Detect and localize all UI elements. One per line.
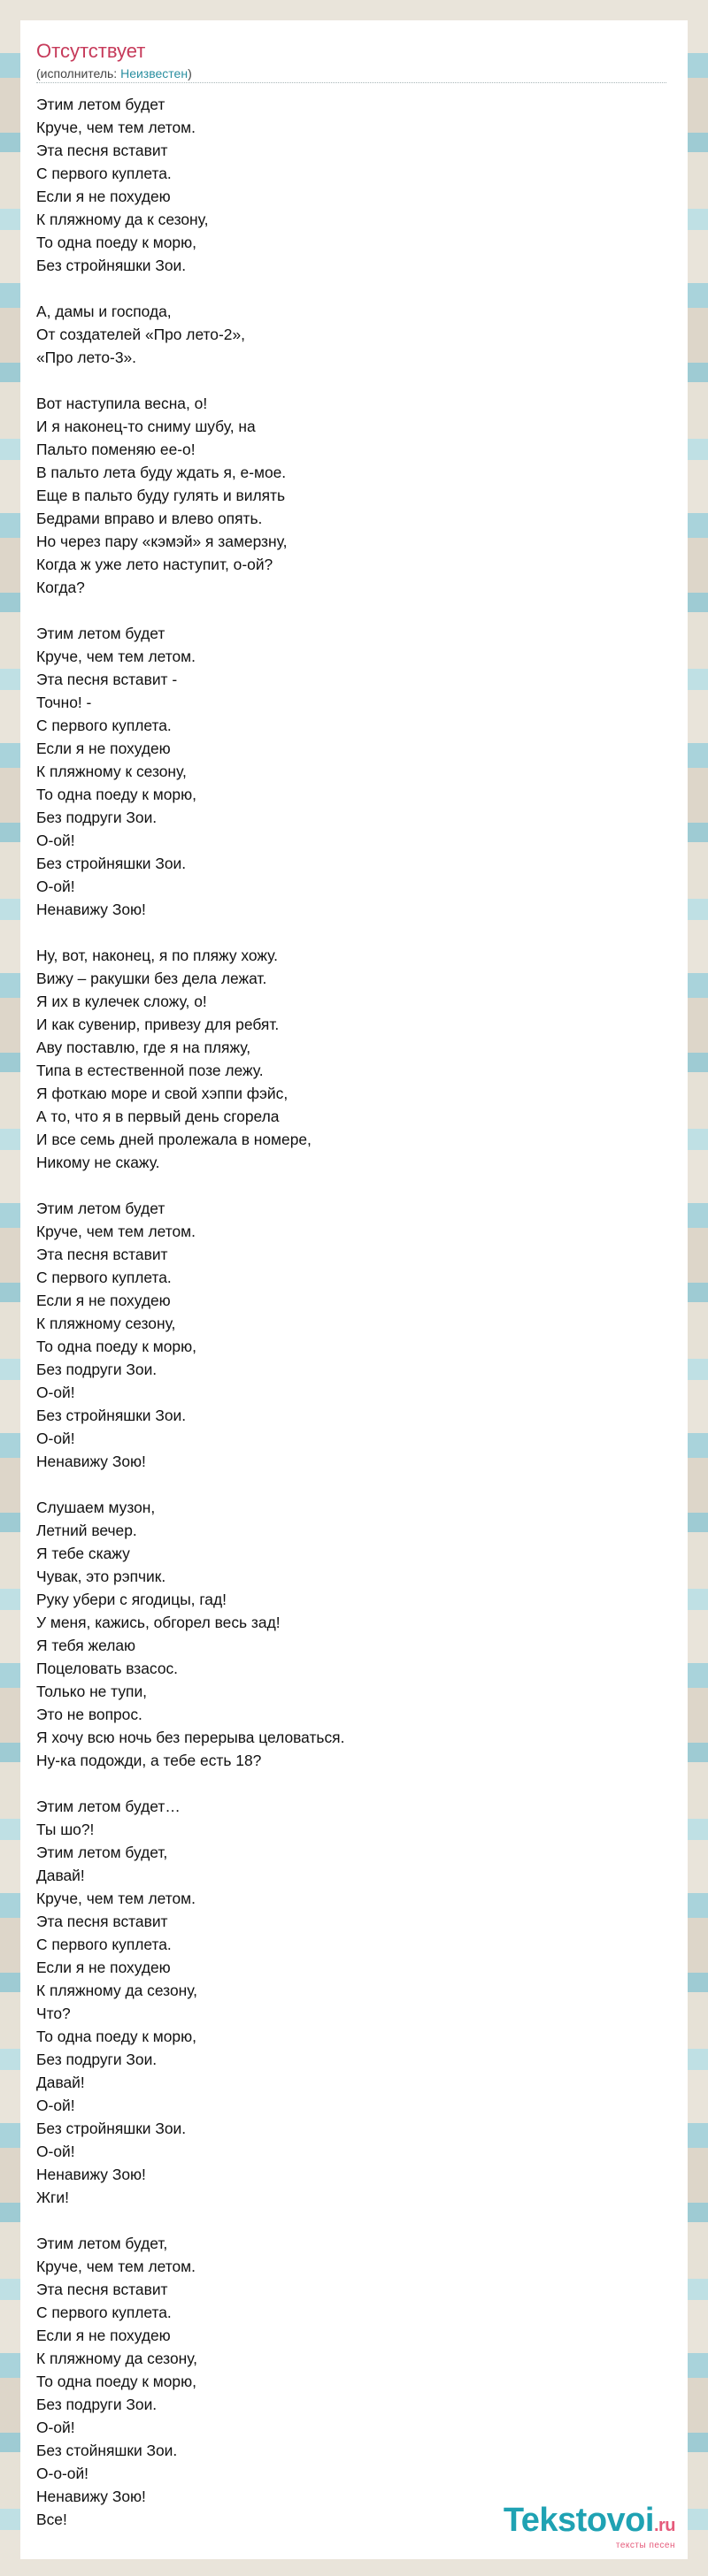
lyric-line: Давай! [36,2074,85,2091]
lyric-line: Без стройняшки Зои. [36,2120,187,2137]
lyric-line: С первого куплета. [36,2304,172,2321]
lyric-line: Эта песня вставит [36,2281,168,2298]
lyric-line: Этим летом будет… [36,1798,181,1815]
lyric-line: «Про лето-3». [36,349,136,366]
lyric-line: То одна поеду к морю, [36,234,196,251]
lyric-line: Аву поставлю, где я на пляжу, [36,1039,251,1056]
lyric-blank-line [36,1772,666,1795]
artist-prefix: (исполнитель: [36,66,121,80]
lyric-line: Типа в естественной позе лежу. [36,1062,264,1079]
lyric-line: Это не вопрос. [36,1706,142,1723]
lyric-line: Эта песня вставит - [36,671,178,688]
lyric-line: О-ой! [36,2419,75,2436]
lyric-line: Ненавижу Зою! [36,1453,146,1470]
lyric-line: Ненавижу Зою! [36,2488,146,2505]
lyric-line: И я наконец-то сниму шубу, на [36,418,256,435]
song-title: Отсутствует [36,40,146,62]
lyric-blank-line [36,2209,666,2232]
lyric-line: Я фоткаю море и свой хэппи фэйс, [36,1085,289,1102]
lyric-line: Я их в кулечек сложу, о! [36,993,207,1010]
lyric-blank-line [36,921,666,944]
lyric-line: Ты шо?! [36,1821,95,1838]
lyric-line: Эта песня вставит [36,1246,168,1263]
lyric-line: Когда ж уже лето наступит, о-ой? [36,556,273,573]
lyric-line: И все семь дней пролежала в номере, [36,1131,312,1148]
lyric-line: Если я не похудею [36,740,171,757]
lyric-line: Ну, вот, наконец, я по пляжу хожу. [36,947,278,964]
lyric-line: Если я не похудею [36,2327,171,2344]
artist-suffix: ) [188,66,192,80]
lyric-line: От создателей «Про лето-2», [36,326,245,343]
lyric-line: Без подруги Зои. [36,1361,158,1378]
lyric-line: Если я не похудею [36,1959,171,1976]
lyric-line: Без стройняшки Зои. [36,257,187,274]
site-logo[interactable] [504,2503,675,2550]
lyric-blank-line [36,369,666,392]
lyric-line: Поцеловать взасос. [36,1660,179,1677]
lyric-line: И как сувенир, привезу для ребят. [36,1016,280,1033]
lyric-blank-line [36,277,666,300]
lyric-line: Без стройняшки Зои. [36,855,187,872]
lyric-line: О-ой! [36,1430,75,1447]
lyric-line: Я тебя желаю [36,1637,136,1654]
lyric-line: Я хочу всю ночь без перерыва целоваться. [36,1729,345,1746]
lyric-line: Давай! [36,1867,85,1884]
lyric-line: Этим летом будет [36,96,165,113]
lyric-line: К пляжному да сезону, [36,1982,198,1999]
lyric-line: Ну-ка подожди, а тебе есть 18? [36,1752,262,1769]
lyric-line: К пляжному сезону, [36,1315,176,1332]
lyric-line: Этим летом будет [36,625,165,642]
lyric-line: К пляжному да к сезону, [36,211,209,228]
lyric-line: Слушаем музон, [36,1499,156,1516]
lyric-line: С первого куплета. [36,1936,172,1953]
lyric-line: Ненавижу Зою! [36,2166,146,2183]
artist-link[interactable]: Неизвестен [120,66,189,80]
lyric-line: Бедрами вправо и влево опять. [36,510,263,527]
lyric-line: Руку убери с ягодицы, гад! [36,1591,227,1608]
lyric-line: С первого куплета. [36,717,172,734]
lyric-line: О-ой! [36,878,75,895]
lyrics-text [36,93,666,2531]
lyric-line: Без стойняшки Зои. [36,2442,178,2459]
lyric-line: Без подруги Зои. [36,809,158,826]
lyric-line: Если я не похудею [36,188,171,205]
lyric-line: Но через пару «кэмэй» я замерзну, [36,533,288,550]
lyric-line: Летний вечер. [36,1522,137,1539]
lyric-blank-line [36,1174,666,1197]
lyric-line: Жги! [36,2189,69,2206]
lyrics-card [20,20,688,2559]
lyric-line: Без подруги Зои. [36,2396,158,2413]
artist-line [36,66,192,80]
lyric-line: О-ой! [36,2097,75,2114]
lyric-line: Точно! - [36,694,92,711]
lyric-line: К пляжному к сезону, [36,763,187,780]
lyric-line: О-ой! [36,832,75,849]
lyric-blank-line [36,599,666,622]
lyric-line: Круче, чем тем летом. [36,1890,196,1907]
lyric-line: Этим летом будет [36,1200,165,1217]
lyric-line: Круче, чем тем летом. [36,1223,196,1240]
lyric-line: Круче, чем тем летом. [36,648,196,665]
lyric-line: Круче, чем тем летом. [36,119,196,136]
lyric-line: У меня, кажись, обгорел весь зад! [36,1614,281,1631]
lyric-line: Только не тупи, [36,1683,147,1700]
lyric-line: Без подруги Зои. [36,2051,158,2068]
lyric-line: Этим летом будет, [36,2235,168,2252]
lyric-line: Вот наступила весна, о! [36,395,208,412]
lyric-line: Эта песня вставит [36,1913,168,1930]
lyric-line: То одна поеду к морю, [36,1338,196,1355]
lyric-line: То одна поеду к морю, [36,2028,196,2045]
lyric-line: О-ой! [36,1384,75,1401]
lyric-line: Если я не похудею [36,1292,171,1309]
lyric-line: К пляжному да сезону, [36,2350,198,2367]
lyric-line: То одна поеду к морю, [36,786,196,803]
logo-name: Tekstovoi [503,2502,654,2539]
lyric-line: Что? [36,2005,71,2022]
lyric-line: Чувак, это рэпчик. [36,1568,166,1585]
lyric-line: Без стройняшки Зои. [36,1407,187,1424]
lyric-line: Никому не скажу. [36,1154,160,1171]
lyric-line: А, дамы и господа, [36,303,172,320]
lyric-line: Эта песня вставит [36,142,168,159]
logo-tld: .ru [653,2516,675,2535]
lyric-line: Когда? [36,579,85,596]
lyric-line: Вижу – ракушки без дела лежат. [36,970,267,987]
title-divider [36,82,666,83]
lyric-line: Пальто поменяю ее-о! [36,441,196,458]
lyric-line: Круче, чем тем летом. [36,2258,196,2275]
lyric-line: С первого куплета. [36,165,172,182]
lyric-line: Этим летом будет, [36,1844,168,1861]
logo-wordmark [504,2503,675,2542]
lyric-line: О-ой! [36,2143,75,2160]
lyric-line: Ненавижу Зою! [36,901,146,918]
lyric-line: В пальто лета буду ждать я, е-мое. [36,464,287,481]
lyric-line: Все! [36,2511,67,2528]
lyric-line: Еще в пальто буду гулять и вилять [36,487,286,504]
lyric-line: С первого куплета. [36,1269,172,1286]
lyric-blank-line [36,1473,666,1496]
lyric-line: А то, что я в первый день сгорела [36,1108,280,1125]
lyric-line: Я тебе скажу [36,1545,130,1562]
logo-tagline: тексты песен [615,2541,675,2550]
lyric-line: То одна поеду к морю, [36,2373,196,2390]
lyric-line: О-о-ой! [36,2465,88,2482]
